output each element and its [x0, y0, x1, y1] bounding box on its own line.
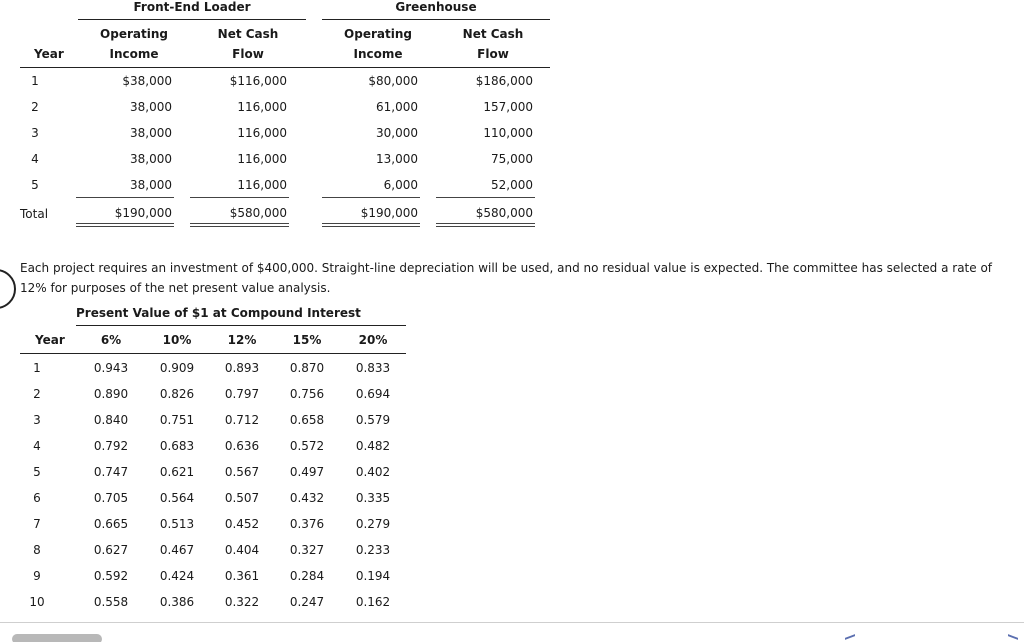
pv-header-rate: 15%	[292, 333, 322, 347]
pv-value-cell: 0.658	[289, 413, 325, 427]
pv-value-cell: 0.792	[93, 439, 129, 453]
pv-value-cell: 0.636	[224, 439, 260, 453]
pv-value-cell: 0.893	[224, 361, 260, 375]
total-rule-gh-income-1	[322, 223, 420, 224]
pv-value-cell: 0.432	[289, 491, 325, 505]
pv-value-cell: 0.558	[93, 595, 129, 609]
gh-income-cell: 61,000	[376, 100, 418, 114]
scrollbar-thumb[interactable]	[12, 634, 102, 642]
total-rule-gh-cash-1	[436, 223, 535, 224]
pv-value-cell: 0.404	[224, 543, 260, 557]
pv-value-cell: 0.705	[93, 491, 129, 505]
pv-value-cell: 0.284	[289, 569, 325, 583]
gh-income-cell: 13,000	[376, 152, 418, 166]
gh-cash-cell: $186,000	[475, 74, 533, 88]
pv-value-cell: 0.712	[224, 413, 260, 427]
pv-row-year: 7	[33, 517, 41, 531]
header-fe-cash-line2: Flow	[232, 47, 264, 61]
header-gh-cash-line1: Net Cash	[462, 27, 524, 41]
pv-value-cell: 0.621	[159, 465, 195, 479]
total-rule-gh-cash-2	[436, 226, 535, 227]
gh-cash-cell: 75,000	[491, 152, 533, 166]
pv-value-cell: 0.567	[224, 465, 260, 479]
pv-value-cell: 0.497	[289, 465, 325, 479]
pv-value-cell: 0.826	[159, 387, 195, 401]
pv-value-cell: 0.424	[159, 569, 195, 583]
fe-income-total: $190,000	[114, 206, 172, 220]
pv-row-year: 9	[33, 569, 41, 583]
row-year: 3	[31, 126, 39, 140]
header-fe-income-line2: Income	[109, 47, 159, 61]
pv-value-cell: 0.870	[289, 361, 325, 375]
pv-value-cell: 0.376	[289, 517, 325, 531]
pv-value-cell: 0.386	[159, 595, 195, 609]
pv-value-cell: 0.327	[289, 543, 325, 557]
header-rule	[20, 67, 550, 68]
pv-value-cell: 0.592	[93, 569, 129, 583]
pv-row-year: 10	[29, 595, 45, 609]
gh-income-cell: $80,000	[368, 74, 418, 88]
pv-row-year: 1	[33, 361, 41, 375]
subtotal-rule-fe-income	[76, 197, 174, 198]
pv-title-rule	[76, 325, 406, 326]
pv-row-year: 8	[33, 543, 41, 557]
fe-cash-cell: 116,000	[237, 152, 287, 166]
fe-income-cell: 38,000	[130, 100, 172, 114]
subtotal-rule-gh-cash	[436, 197, 535, 198]
pv-value-cell: 0.507	[224, 491, 260, 505]
pv-value-cell: 0.756	[289, 387, 325, 401]
total-rule-gh-income-2	[322, 226, 420, 227]
pv-value-cell: 0.322	[224, 595, 260, 609]
pv-header-year: Year	[35, 333, 65, 347]
pv-value-cell: 0.162	[355, 595, 391, 609]
header-gh-income-line1: Operating	[344, 27, 412, 41]
pv-value-cell: 0.833	[355, 361, 391, 375]
bottom-divider	[0, 622, 1024, 623]
pv-value-cell: 0.513	[159, 517, 195, 531]
fe-income-cell: 38,000	[130, 126, 172, 140]
pv-row-year: 5	[33, 465, 41, 479]
total-rule-fe-income-2	[76, 226, 174, 227]
pv-value-cell: 0.890	[93, 387, 129, 401]
gh-cash-cell: 157,000	[483, 100, 533, 114]
header-year: Year	[34, 47, 64, 61]
gh-income-cell: 30,000	[376, 126, 418, 140]
row-year: 4	[31, 152, 39, 166]
pv-value-cell: 0.694	[355, 387, 391, 401]
gh-cash-cell: 52,000	[491, 178, 533, 192]
pv-value-cell: 0.909	[159, 361, 195, 375]
fe-cash-cell: 116,000	[237, 100, 287, 114]
subtotal-rule-fe-cash	[190, 197, 289, 198]
pv-value-cell: 0.579	[355, 413, 391, 427]
pv-table-title: Present Value of $1 at Compound Interest	[76, 306, 361, 320]
pv-value-cell: 0.751	[159, 413, 195, 427]
pv-header-rule	[20, 353, 406, 354]
group-greenhouse: Greenhouse	[395, 0, 477, 14]
corner-mark-right	[1008, 634, 1018, 642]
header-gh-cash-line2: Flow	[477, 47, 509, 61]
pv-value-cell: 0.452	[224, 517, 260, 531]
fe-cash-cell: $116,000	[229, 74, 287, 88]
pv-row-year: 4	[33, 439, 41, 453]
pv-value-cell: 0.683	[159, 439, 195, 453]
pv-value-cell: 0.402	[355, 465, 391, 479]
gh-income-total: $190,000	[360, 206, 418, 220]
pv-row-year: 3	[33, 413, 41, 427]
pv-value-cell: 0.335	[355, 491, 391, 505]
fe-cash-cell: 116,000	[237, 126, 287, 140]
group-rule-greenhouse	[322, 19, 550, 20]
pv-value-cell: 0.627	[93, 543, 129, 557]
total-label: Total	[20, 207, 49, 221]
radio-circle[interactable]	[0, 269, 16, 309]
pv-header-rate: 20%	[358, 333, 388, 347]
total-rule-fe-income-1	[76, 223, 174, 224]
fe-cash-total: $580,000	[229, 206, 287, 220]
gh-cash-total: $580,000	[475, 206, 533, 220]
pv-value-cell: 0.572	[289, 439, 325, 453]
pv-value-cell: 0.279	[355, 517, 391, 531]
pv-value-cell: 0.194	[355, 569, 391, 583]
row-year: 2	[31, 100, 39, 114]
pv-value-cell: 0.564	[159, 491, 195, 505]
corner-mark-left	[845, 634, 855, 642]
pv-value-cell: 0.665	[93, 517, 129, 531]
pv-header-rate: 6%	[100, 333, 122, 347]
pv-value-cell: 0.233	[355, 543, 391, 557]
pv-value-cell: 0.840	[93, 413, 129, 427]
header-gh-income-line2: Income	[353, 47, 403, 61]
header-fe-income-line1: Operating	[100, 27, 168, 41]
fe-income-cell: 38,000	[130, 152, 172, 166]
pv-value-cell: 0.747	[93, 465, 129, 479]
pv-header-rate: 12%	[227, 333, 257, 347]
group-front-end-loader: Front-End Loader	[133, 0, 251, 14]
subtotal-rule-gh-income	[322, 197, 420, 198]
total-rule-fe-cash-1	[190, 223, 289, 224]
problem-paragraph: Each project requires an investment of $400,000. Straight-line depreciation will be used, and no residual value is expected. The committee has selected a rate of 12% for purposes of the net present value analysis.	[20, 261, 993, 295]
fe-cash-cell: 116,000	[237, 178, 287, 192]
total-rule-fe-cash-2	[190, 226, 289, 227]
pv-header-rate: 10%	[162, 333, 192, 347]
gh-cash-cell: 110,000	[483, 126, 533, 140]
pv-value-cell: 0.943	[93, 361, 129, 375]
pv-value-cell: 0.797	[224, 387, 260, 401]
row-year: 1	[31, 74, 39, 88]
pv-value-cell: 0.482	[355, 439, 391, 453]
pv-value-cell: 0.361	[224, 569, 260, 583]
fe-income-cell: $38,000	[122, 74, 172, 88]
group-rule-front-end	[78, 19, 306, 20]
row-year: 5	[31, 178, 39, 192]
gh-income-cell: 6,000	[383, 178, 418, 192]
fe-income-cell: 38,000	[130, 178, 172, 192]
pv-value-cell: 0.467	[159, 543, 195, 557]
pv-row-year: 6	[33, 491, 41, 505]
pv-row-year: 2	[33, 387, 41, 401]
pv-value-cell: 0.247	[289, 595, 325, 609]
header-fe-cash-line1: Net Cash	[217, 27, 279, 41]
